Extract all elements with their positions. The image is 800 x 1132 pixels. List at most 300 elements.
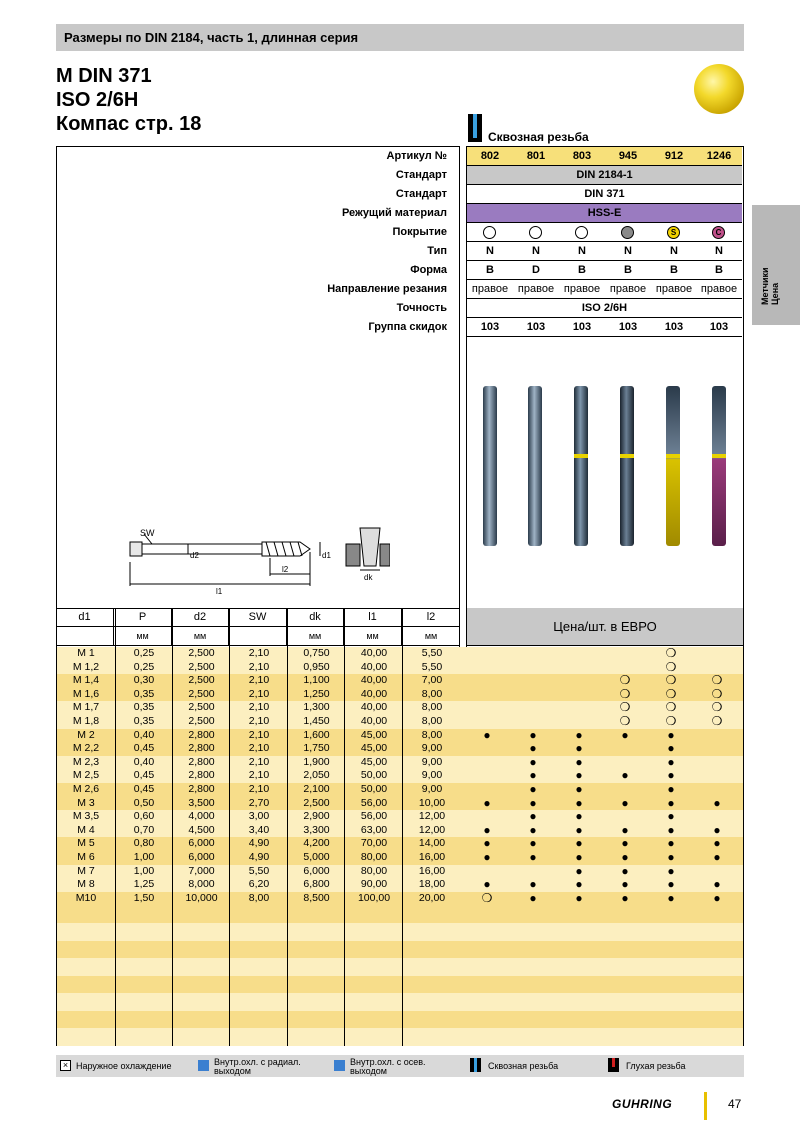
cell-sw: 2,10 bbox=[248, 715, 270, 727]
in-stock-icon: ● bbox=[575, 850, 583, 864]
cell-p: 0,45 bbox=[133, 742, 155, 755]
product-titles bbox=[56, 64, 201, 136]
table-row bbox=[57, 824, 743, 838]
cell-d2: 2,800 bbox=[188, 755, 215, 768]
in-stock-icon: ● bbox=[621, 768, 629, 783]
in-stock-icon: ● bbox=[621, 877, 629, 892]
table-row bbox=[57, 701, 743, 715]
on-request-icon: ❍ bbox=[665, 646, 677, 660]
article-945[interactable]: 945 bbox=[618, 150, 638, 162]
cell-d1: M 2,3 bbox=[72, 755, 100, 768]
tap-image-801 bbox=[528, 386, 542, 546]
cell-dk: 6,800 bbox=[303, 878, 330, 891]
discount-value: 103 bbox=[526, 321, 546, 333]
drawing-tap-in-hole bbox=[360, 528, 380, 566]
material-row bbox=[467, 204, 742, 223]
article-802[interactable]: 802 bbox=[480, 150, 500, 162]
cell-d2: 2,800 bbox=[188, 728, 215, 741]
cell-p: 0,50 bbox=[133, 796, 155, 809]
param-label-standard-2: Стандарт bbox=[395, 188, 447, 200]
cell-p: 0,60 bbox=[133, 810, 155, 823]
unit-l1: мм bbox=[344, 627, 402, 646]
cell-p: 0,35 bbox=[133, 701, 155, 714]
drawing-square bbox=[130, 542, 142, 556]
drawing-label-l1: l1 bbox=[216, 587, 223, 596]
form-row bbox=[467, 261, 742, 280]
table-row bbox=[57, 688, 743, 702]
discount-value: 103 bbox=[664, 321, 684, 333]
table-row bbox=[57, 742, 743, 756]
cell-d1: M 5 bbox=[77, 837, 95, 850]
cell-p: 0,45 bbox=[133, 783, 155, 795]
cell-l1: 56,00 bbox=[360, 796, 388, 809]
cell-d1: M 4 bbox=[77, 823, 95, 836]
in-stock-icon: ● bbox=[483, 795, 491, 810]
cell-d2: 2,800 bbox=[188, 783, 215, 795]
cell-l1: 80,00 bbox=[360, 864, 388, 877]
cell-d2: 2,500 bbox=[188, 674, 215, 687]
discount-value: 103 bbox=[618, 321, 638, 333]
cell-d2: 4,500 bbox=[188, 823, 215, 836]
in-stock-icon: ● bbox=[713, 850, 721, 864]
cell-d2: 10,000 bbox=[185, 891, 218, 904]
cell-sw: 2,10 bbox=[248, 742, 270, 755]
material-value: HSS-E bbox=[587, 207, 622, 219]
cell-sw: 6,20 bbox=[248, 878, 270, 891]
in-stock-icon: ● bbox=[667, 836, 675, 851]
col-header-d1: d1 bbox=[56, 608, 114, 627]
cell-d2: 2,500 bbox=[188, 701, 215, 714]
empty-table-row bbox=[57, 941, 743, 959]
through-thread-icon bbox=[468, 114, 482, 142]
drawing-shank bbox=[142, 544, 262, 554]
article-912[interactable]: 912 bbox=[664, 150, 684, 162]
table-row bbox=[57, 647, 743, 661]
cell-d2: 2,500 bbox=[188, 660, 215, 673]
cell-p: 1,00 bbox=[133, 864, 155, 877]
param-label-accuracy: Точность bbox=[396, 302, 447, 314]
legend-axial-cooling: Внутр.охл. с осев. выходом bbox=[350, 1057, 426, 1076]
cell-l1: 45,00 bbox=[360, 728, 388, 741]
empty-table-row bbox=[57, 1011, 743, 1029]
table-row bbox=[57, 837, 743, 851]
cell-sw: 2,10 bbox=[248, 769, 270, 782]
legend-radial-cooling: Внутр.охл. с радиал. выходом bbox=[214, 1057, 301, 1076]
coating-row bbox=[467, 223, 742, 242]
in-stock-icon: ● bbox=[483, 727, 491, 742]
in-stock-icon: ● bbox=[483, 877, 491, 892]
cell-d2: 2,500 bbox=[188, 687, 215, 700]
discount-row bbox=[467, 318, 742, 337]
in-stock-icon: ● bbox=[713, 822, 721, 837]
price-header: Цена/шт. в ЕВРО bbox=[467, 608, 743, 646]
empty-table-row bbox=[57, 905, 743, 923]
cell-sw: 2,10 bbox=[248, 728, 270, 741]
discount-value: 103 bbox=[709, 321, 729, 333]
tap-drawing bbox=[70, 518, 390, 598]
cell-l2: 10,00 bbox=[418, 796, 446, 809]
legend-external-cooling: Наружное охлаждение bbox=[76, 1061, 172, 1071]
cell-d2: 2,500 bbox=[188, 715, 215, 727]
drawing-label-d2: d2 bbox=[190, 551, 199, 560]
param-label-article: Артикул № bbox=[386, 150, 447, 162]
form-value: B bbox=[624, 264, 632, 276]
empty-table-row bbox=[57, 976, 743, 994]
col-header-dk: dk bbox=[287, 608, 344, 627]
in-stock-icon: ● bbox=[575, 795, 583, 810]
legend-blind-thread: Глухая резьба bbox=[626, 1061, 686, 1071]
in-stock-icon: ● bbox=[575, 782, 583, 796]
cell-dk: 2,050 bbox=[303, 769, 330, 782]
direction-value: правое bbox=[655, 283, 693, 295]
in-stock-icon: ● bbox=[667, 877, 675, 892]
cell-dk: 1,450 bbox=[303, 715, 330, 727]
cell-sw: 3,00 bbox=[248, 810, 270, 823]
on-request-icon: ❍ bbox=[481, 890, 493, 905]
drawing-hole-wall-left bbox=[346, 544, 360, 566]
cell-d1: M 1,7 bbox=[72, 701, 100, 714]
cell-p: 0,40 bbox=[133, 755, 155, 768]
standard-row-1 bbox=[467, 166, 742, 185]
on-request-icon: ❍ bbox=[711, 700, 723, 715]
coating-s-icon: S bbox=[667, 226, 680, 239]
unit-p: мм bbox=[114, 627, 172, 646]
in-stock-icon: ● bbox=[529, 727, 537, 742]
in-stock-icon: ● bbox=[529, 754, 537, 769]
in-stock-icon: ● bbox=[529, 809, 537, 824]
table-row bbox=[57, 865, 743, 879]
in-stock-icon: ● bbox=[621, 850, 629, 864]
cell-dk: 3,300 bbox=[303, 823, 330, 836]
in-stock-icon: ● bbox=[667, 850, 675, 864]
cell-d1: M 2 bbox=[77, 728, 95, 741]
cell-l2: 8,00 bbox=[421, 728, 443, 741]
cell-d1: M 7 bbox=[77, 864, 95, 877]
in-stock-icon: ● bbox=[667, 795, 675, 810]
cell-d1: M 3,5 bbox=[72, 810, 100, 823]
cell-p: 0,80 bbox=[133, 837, 155, 850]
table-row bbox=[57, 715, 743, 729]
form-value: B bbox=[670, 264, 678, 276]
cell-sw: 2,10 bbox=[248, 674, 270, 687]
cell-d2: 2,500 bbox=[188, 647, 215, 659]
side-tab[interactable] bbox=[752, 205, 800, 325]
tap-image-1246 bbox=[712, 386, 726, 546]
cell-l1: 80,00 bbox=[360, 851, 388, 863]
thread-type-label: Сквозная резьба bbox=[488, 130, 589, 144]
in-stock-icon: ● bbox=[575, 727, 583, 742]
radial-cooling-icon bbox=[198, 1060, 209, 1071]
cell-l1: 40,00 bbox=[360, 687, 388, 700]
param-label-form: Форма bbox=[410, 264, 447, 276]
cell-l1: 45,00 bbox=[360, 755, 388, 768]
cell-sw: 2,10 bbox=[248, 687, 270, 700]
cell-dk: 1,600 bbox=[303, 728, 330, 741]
form-value: B bbox=[715, 264, 723, 276]
cell-l2: 8,00 bbox=[421, 715, 443, 727]
title-line-1: M DIN 371 bbox=[56, 65, 152, 87]
standard-1-value: DIN 2184-1 bbox=[576, 169, 633, 181]
drawing-label-sw: SW bbox=[140, 528, 155, 538]
in-stock-icon: ● bbox=[621, 727, 629, 742]
cell-l2: 20,00 bbox=[418, 891, 446, 904]
in-stock-icon: ● bbox=[529, 741, 537, 756]
dimension-table-header bbox=[56, 608, 460, 646]
page-number: 47 bbox=[728, 1097, 742, 1111]
in-stock-icon: ● bbox=[529, 877, 537, 892]
type-value: N bbox=[486, 245, 494, 257]
table-row bbox=[57, 851, 743, 865]
in-stock-icon: ● bbox=[483, 850, 491, 864]
cell-l2: 18,00 bbox=[418, 878, 446, 891]
on-request-icon: ❍ bbox=[665, 659, 677, 674]
coating-none-icon bbox=[575, 226, 588, 239]
cell-l2: 16,00 bbox=[418, 864, 446, 877]
on-request-icon: ❍ bbox=[665, 714, 677, 728]
drawing-label-dk: dk bbox=[364, 573, 373, 582]
col-header-l1: l1 bbox=[344, 608, 402, 627]
cell-sw: 2,10 bbox=[248, 755, 270, 768]
cell-l1: 50,00 bbox=[360, 783, 388, 795]
in-stock-icon: ● bbox=[529, 782, 537, 796]
in-stock-icon: ● bbox=[713, 890, 721, 905]
in-stock-icon: ● bbox=[713, 877, 721, 892]
legend-through-thread: Сквозная резьба bbox=[488, 1061, 559, 1071]
on-request-icon: ❍ bbox=[665, 686, 677, 701]
cell-dk: 0,950 bbox=[303, 660, 330, 673]
on-request-icon: ❍ bbox=[711, 673, 723, 688]
in-stock-icon: ● bbox=[575, 822, 583, 837]
cell-dk: 2,500 bbox=[303, 796, 330, 809]
cell-p: 1,50 bbox=[133, 891, 155, 904]
on-request-icon: ❍ bbox=[665, 700, 677, 715]
form-value: B bbox=[578, 264, 586, 276]
in-stock-icon: ● bbox=[667, 768, 675, 783]
cell-sw: 2,70 bbox=[248, 796, 270, 809]
type-value: N bbox=[624, 245, 632, 257]
cell-dk: 1,750 bbox=[303, 742, 330, 755]
brand-logo: GUHRING bbox=[612, 1097, 673, 1111]
in-stock-icon: ● bbox=[529, 795, 537, 810]
param-label-material: Режущий материал bbox=[341, 207, 447, 219]
legend-bar bbox=[56, 1055, 744, 1077]
cell-p: 0,40 bbox=[133, 728, 155, 741]
type-value: N bbox=[670, 245, 678, 257]
col-header-d2: d2 bbox=[172, 608, 229, 627]
cell-d1: M 2,6 bbox=[72, 783, 100, 795]
cell-sw: 2,10 bbox=[248, 701, 270, 714]
table-row bbox=[57, 769, 743, 783]
cell-l1: 40,00 bbox=[360, 660, 388, 673]
cell-d1: M 3 bbox=[77, 796, 95, 809]
cell-p: 0,25 bbox=[133, 660, 155, 673]
cell-p: 0,45 bbox=[133, 769, 155, 782]
coating-c-icon: C bbox=[712, 226, 725, 239]
coating-none-icon bbox=[483, 226, 496, 239]
in-stock-icon: ● bbox=[575, 741, 583, 756]
cell-l2: 8,00 bbox=[421, 701, 443, 714]
on-request-icon: ❍ bbox=[619, 700, 631, 715]
in-stock-icon: ● bbox=[621, 822, 629, 837]
in-stock-icon: ● bbox=[575, 877, 583, 892]
empty-table-row bbox=[57, 958, 743, 976]
cell-l1: 40,00 bbox=[360, 715, 388, 727]
cell-d2: 7,000 bbox=[188, 864, 215, 877]
cell-d1: M 1,4 bbox=[72, 674, 100, 687]
in-stock-icon: ● bbox=[667, 890, 675, 905]
coating-none-icon bbox=[529, 226, 542, 239]
empty-table-row bbox=[57, 1028, 743, 1046]
discount-value: 103 bbox=[480, 321, 500, 333]
cell-l2: 14,00 bbox=[418, 837, 446, 850]
cell-l1: 40,00 bbox=[360, 701, 388, 714]
in-stock-icon: ● bbox=[621, 836, 629, 851]
cell-dk: 6,000 bbox=[303, 864, 330, 877]
on-request-icon: ❍ bbox=[711, 714, 723, 728]
direction-value: правое bbox=[563, 283, 601, 295]
table-row bbox=[57, 729, 743, 743]
table-row bbox=[57, 797, 743, 811]
cell-d1: M 1,6 bbox=[72, 687, 100, 700]
cell-p: 0,70 bbox=[133, 823, 155, 836]
cell-l2: 8,00 bbox=[421, 687, 443, 700]
direction-value: правое bbox=[517, 283, 555, 295]
in-stock-icon: ● bbox=[575, 836, 583, 851]
coating-sphere-icon bbox=[694, 64, 744, 114]
cell-sw: 2,10 bbox=[248, 660, 270, 673]
cell-l2: 9,00 bbox=[421, 769, 443, 782]
in-stock-icon: ● bbox=[713, 795, 721, 810]
cell-l2: 9,00 bbox=[421, 755, 443, 768]
header-title: Размеры по DIN 2184, часть 1, длинная серия bbox=[64, 30, 359, 45]
col-header-l2: l2 bbox=[402, 608, 460, 627]
in-stock-icon: ● bbox=[667, 727, 675, 742]
cell-p: 0,30 bbox=[133, 674, 155, 687]
tap-image-803 bbox=[574, 386, 588, 546]
cell-sw: 5,50 bbox=[248, 864, 270, 877]
cell-sw: 4,90 bbox=[248, 837, 270, 850]
in-stock-icon: ● bbox=[667, 809, 675, 824]
cell-d2: 2,800 bbox=[188, 742, 215, 755]
direction-value: правое bbox=[471, 283, 509, 295]
cell-d2: 6,000 bbox=[188, 851, 215, 863]
cell-l2: 5,50 bbox=[421, 647, 443, 659]
coating-gray-icon bbox=[621, 226, 634, 239]
cell-dk: 4,200 bbox=[303, 837, 330, 850]
cell-d1: M10 bbox=[75, 891, 97, 904]
cell-p: 1,25 bbox=[133, 878, 155, 891]
table-row bbox=[57, 756, 743, 770]
table-row bbox=[57, 878, 743, 892]
in-stock-icon: ● bbox=[621, 863, 629, 878]
cell-l2: 5,50 bbox=[421, 660, 443, 673]
type-value: N bbox=[578, 245, 586, 257]
article-1246[interactable]: 1246 bbox=[706, 150, 732, 162]
in-stock-icon: ● bbox=[667, 741, 675, 756]
cell-d2: 6,000 bbox=[188, 837, 215, 850]
tap-image-912 bbox=[666, 386, 680, 546]
header-bar bbox=[56, 24, 744, 51]
table-row bbox=[57, 674, 743, 688]
cell-d1: M 6 bbox=[77, 851, 95, 863]
table-row bbox=[57, 661, 743, 675]
article-803[interactable]: 803 bbox=[572, 150, 592, 162]
cell-l2: 9,00 bbox=[421, 783, 443, 795]
cell-sw: 2,10 bbox=[248, 647, 270, 659]
article-801[interactable]: 801 bbox=[526, 150, 546, 162]
cell-d1: M 1,2 bbox=[72, 660, 100, 673]
brand-divider bbox=[704, 1092, 707, 1120]
in-stock-icon: ● bbox=[575, 863, 583, 878]
unit-l2: мм bbox=[402, 627, 460, 646]
cell-l2: 7,00 bbox=[421, 674, 443, 687]
cell-d2: 2,800 bbox=[188, 769, 215, 782]
in-stock-icon: ● bbox=[483, 836, 491, 851]
cell-sw: 2,10 bbox=[248, 783, 270, 795]
on-request-icon: ❍ bbox=[711, 686, 723, 701]
in-stock-icon: ● bbox=[667, 863, 675, 878]
cell-l1: 70,00 bbox=[360, 837, 388, 850]
in-stock-icon: ● bbox=[575, 809, 583, 824]
cell-dk: 2,900 bbox=[303, 810, 330, 823]
in-stock-icon: ● bbox=[529, 836, 537, 851]
cell-d1: M 1 bbox=[77, 647, 95, 659]
cell-l2: 16,00 bbox=[418, 851, 446, 863]
unit-dk: мм bbox=[287, 627, 344, 646]
in-stock-icon: ● bbox=[667, 754, 675, 769]
cell-dk: 0,750 bbox=[303, 647, 330, 659]
standard-row-2 bbox=[467, 185, 742, 204]
in-stock-icon: ● bbox=[529, 768, 537, 783]
type-value: N bbox=[532, 245, 540, 257]
cell-l1: 90,00 bbox=[360, 878, 388, 891]
col-header-sw: SW bbox=[229, 608, 287, 627]
on-request-icon: ❍ bbox=[619, 714, 631, 728]
cell-d1: M 2,5 bbox=[72, 769, 100, 782]
cell-d1: M 2,2 bbox=[72, 742, 100, 755]
type-row bbox=[467, 242, 742, 261]
in-stock-icon: ● bbox=[621, 795, 629, 810]
drawing-thread-lines bbox=[266, 542, 302, 556]
cell-p: 0,25 bbox=[133, 647, 155, 659]
on-request-icon: ❍ bbox=[619, 686, 631, 701]
cell-sw: 8,00 bbox=[248, 891, 270, 904]
cell-dk: 8,500 bbox=[303, 891, 330, 904]
table-row bbox=[57, 892, 743, 906]
cell-dk: 1,100 bbox=[303, 674, 330, 687]
in-stock-icon: ● bbox=[575, 890, 583, 905]
in-stock-icon: ● bbox=[667, 782, 675, 796]
cell-l1: 56,00 bbox=[360, 810, 388, 823]
cell-p: 0,35 bbox=[133, 687, 155, 700]
cell-l1: 40,00 bbox=[360, 647, 388, 659]
cell-dk: 1,300 bbox=[303, 701, 330, 714]
in-stock-icon: ● bbox=[621, 890, 629, 905]
in-stock-icon: ● bbox=[483, 822, 491, 837]
accuracy-row bbox=[467, 299, 742, 318]
through-thread-icon bbox=[470, 1058, 481, 1072]
in-stock-icon: ● bbox=[713, 836, 721, 851]
on-request-icon: ❍ bbox=[619, 673, 631, 688]
cell-dk: 1,900 bbox=[303, 755, 330, 768]
in-stock-icon: ● bbox=[529, 850, 537, 864]
cell-l2: 9,00 bbox=[421, 742, 443, 755]
discount-value: 103 bbox=[572, 321, 592, 333]
in-stock-icon: ● bbox=[667, 822, 675, 837]
cell-dk: 5,000 bbox=[303, 851, 330, 863]
param-label-standard-1: Стандарт bbox=[395, 169, 447, 181]
in-stock-icon: ● bbox=[529, 822, 537, 837]
